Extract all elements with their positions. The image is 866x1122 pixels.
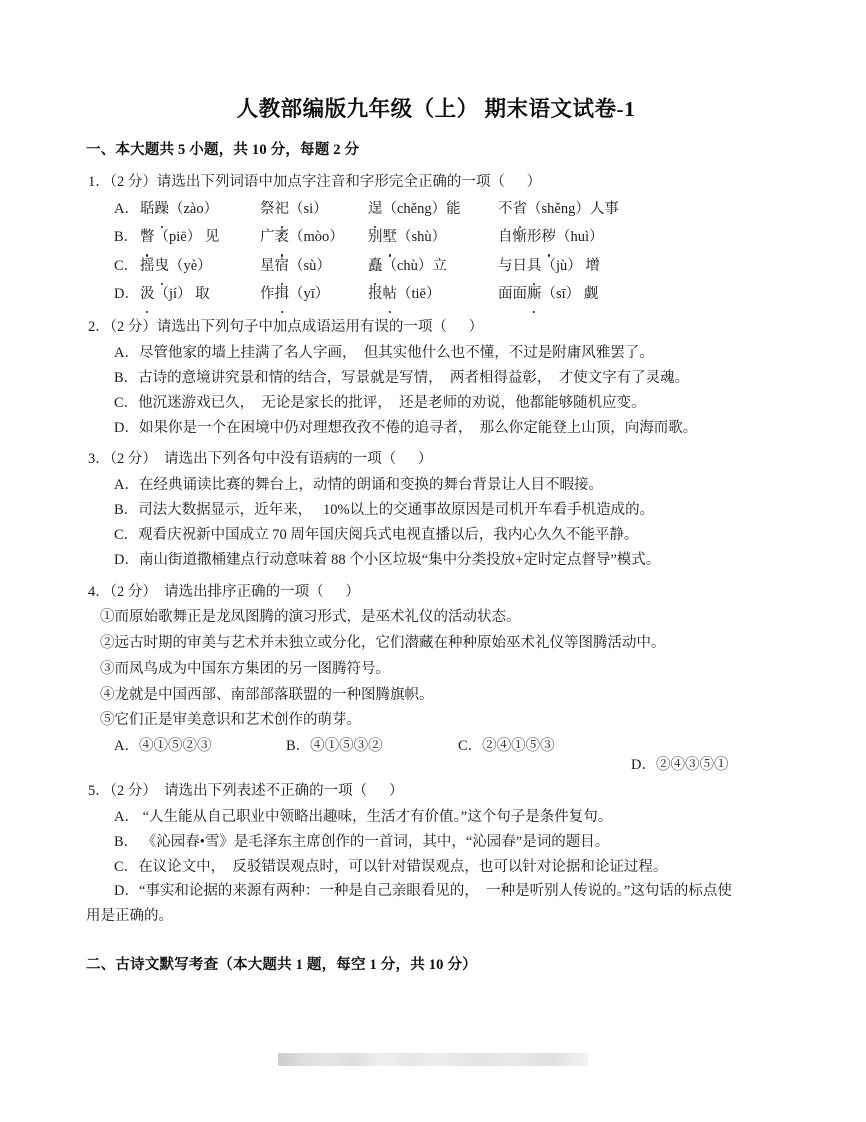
question-1-option-b[interactable] (86, 223, 786, 251)
question-4-choice-a[interactable]: A．④①⑤②③ (114, 738, 212, 755)
page-title: 人教部编版九年级（上） 期末语文试卷-1 (236, 97, 636, 121)
question-2 (86, 316, 786, 440)
vocab-cell: 聒躁（zào） (140, 195, 260, 223)
sequence-item-1: ①而原始歌舞正是龙凤图腾的演习形式，是巫术礼仪的活动状态。 (100, 609, 521, 626)
question-4-number: 4． (88, 583, 110, 600)
question-5-option-b[interactable]: B． 《沁园春•雪》是毛泽东主席创作的一首词，其中，“沁园春”是词的题目。 (114, 833, 610, 850)
question-1-score: （2 分） (109, 173, 157, 190)
vocab-cell: 不省（shěng）人事 (498, 195, 619, 223)
question-3-options (86, 473, 786, 573)
question-5-option-d-line1: D．“事实和论据的来源有两种：一种是自己亲眼看见的， 一种是听别人传说的。”这句话的标点使 (114, 883, 732, 900)
question-3-number: 3． (88, 451, 110, 468)
sequence-item-5: ⑤它们正是审美意识和艺术创作的萌芽。 (100, 712, 361, 729)
question-2-option-c[interactable]: C．他沉迷游戏已久， 无论是家长的批评， 还是老师的劝说，他都能够随机应变。 (114, 394, 646, 411)
vocab-cell: 汲（jí） 取 (140, 280, 260, 308)
emphasis-dot-char: 曳 (155, 252, 170, 280)
question-2-option-d[interactable]: D．如果你是一个在困境中仍对理想孜孜不倦的追寻者， 那么你定能登上山顶，向海而歌。 (114, 419, 698, 436)
question-5 (86, 780, 786, 929)
sequence-item-2: ②远古时期的审美与艺术并未独立或分化，它们潜藏在种种原始巫术礼仪等图腾活动中。 (100, 634, 666, 651)
emphasis-dot-char: 宿 (275, 252, 290, 280)
vocab-cell: 面面厮（sī） 觑 (498, 280, 598, 308)
question-2-text: 请选出下列句子中加点成语运用有误的一项（ ） (156, 319, 484, 336)
redaction-bar (278, 1053, 588, 1066)
vocab-cell: 作揖（yī） (260, 280, 368, 308)
section-heading-1: 一、本大题共 5 小题，共 10 分，每题 2 分 (86, 141, 360, 158)
question-1-option-a[interactable] (86, 195, 786, 223)
question-4-text: 请选出排序正确的一项（ ） (156, 583, 360, 600)
vocab-cell: 广袤（mòo） (260, 223, 368, 251)
question-4-choice-d[interactable]: D．②④③⑤① (631, 757, 729, 774)
vocab-cell: 瞥（piē） 见 (140, 223, 260, 251)
question-5-score: （2 分） (109, 783, 157, 800)
vocab-cell: 别墅（shù） (368, 223, 498, 251)
question-3 (86, 448, 786, 572)
vocab-cell: 矗（chù）立 (368, 252, 498, 280)
emphasis-dot-char: 瞥 (140, 223, 155, 251)
question-4-stem (86, 581, 786, 604)
option-label: A． (114, 201, 139, 218)
question-4 (86, 581, 786, 778)
question-2-stem (86, 316, 786, 339)
question-4-sequence (86, 605, 786, 734)
page-content (86, 96, 786, 977)
question-3-text: 请选出下列各句中没有语病的一项（ ） (156, 451, 433, 468)
question-5-option-c[interactable]: C．在议论文中， 反驳错误观点时，可以针对错误观点，也可以针对论据和论证过程。 (114, 858, 668, 875)
option-label: C． (114, 257, 139, 274)
vocab-cell: 星宿（sù） (260, 252, 368, 280)
emphasis-dot-char: 厮 (527, 280, 542, 308)
question-1 (86, 171, 786, 309)
emphasis-dot-char: 汲 (140, 280, 155, 308)
emphasis-dot-char: 揖 (275, 280, 290, 308)
emphasis-dot-char: 袤 (275, 223, 290, 251)
emphasis-dot-char: 省 (513, 195, 528, 223)
vocab-cell: 逞（chěng）能 (368, 195, 498, 223)
question-1-option-d[interactable] (86, 280, 786, 308)
sequence-item-4: ④龙就是中国西部、南部部落联盟的一种图腾旗帜。 (100, 686, 434, 703)
vocab-cell: 与日具（jù） 增 (498, 252, 600, 280)
emphasis-dot-char: 具 (527, 252, 542, 280)
vocab-cell: 摇曳（yè） (140, 252, 260, 280)
question-2-score: （2 分） (109, 319, 157, 336)
question-3-option-a[interactable]: A．在经典诵读比赛的舞台上，动情的朗诵和变换的舞台背景让人目不暇接。 (114, 476, 603, 493)
question-1-stem (86, 171, 786, 194)
emphasis-dot-char: 墅 (383, 223, 398, 251)
vocab-cell: 自惭形秽（huì） (498, 223, 604, 251)
question-2-number: 2． (88, 319, 110, 336)
question-1-text: 请选出下列词语中加点字注音和字形完全正确的一项（ ） (156, 173, 542, 190)
question-4-score: （2 分） (109, 583, 157, 600)
question-4-choice-b[interactable]: B．④①⑤③② (286, 738, 383, 755)
question-5-options (86, 805, 786, 930)
emphasis-dot-char: 躁 (155, 195, 170, 223)
question-2-option-b[interactable]: B．古诗的意境讲究景和情的结合，写景就是写情， 两者相得益彰， 才使文字有了灵魂。 (114, 369, 690, 386)
question-2-options (86, 341, 786, 441)
section-heading-2: 二、古诗文默写考查（本大题共 1 题，每空 1 分，共 10 分） (86, 957, 477, 974)
sequence-item-3: ③而凤鸟成为中国东方集团的另一图腾符号。 (100, 660, 390, 677)
question-1-number: 1． (88, 173, 110, 190)
question-4-choices (86, 734, 786, 778)
question-3-score: （2 分） (109, 451, 157, 468)
option-label: D． (114, 285, 139, 302)
question-3-option-b[interactable]: B．司法大数据显示，近年来， 10%以上的交通事故原因是司机开车看手机造成的。 (114, 501, 655, 518)
vocab-cell: 报帖（tiē） (368, 280, 498, 308)
question-5-option-a[interactable]: A． “人生能从自己职业中领略出趣味，生活才有价值。”这个句子是条件复句。 (114, 808, 613, 825)
question-3-option-c[interactable]: C．观看庆祝新中国成立 70 周年国庆阅兵式电视直播以后，我内心久久不能平静。 (114, 526, 639, 543)
question-5-option-d-line2: 用是正确的。 (86, 908, 173, 925)
emphasis-dot-char: 逞 (368, 195, 383, 223)
question-4-choice-c[interactable]: C．②④①⑤③ (458, 738, 555, 755)
question-5-number: 5． (88, 783, 110, 800)
emphasis-dot-char: 祀 (275, 195, 290, 223)
emphasis-dot-char: 秽 (542, 223, 557, 251)
question-3-option-d[interactable]: D．南山街道撒桶建点行动意味着 88 个小区垃圾“集中分类投放+定时定点督导”模式。 (114, 551, 661, 568)
question-3-stem (86, 448, 786, 471)
option-label: B． (114, 229, 139, 246)
emphasis-dot-char: 帖 (383, 280, 398, 308)
question-1-option-c[interactable] (86, 252, 786, 280)
emphasis-dot-char: 矗 (368, 252, 383, 280)
question-2-option-a[interactable]: A．尽管他家的墙上挂满了名人字画， 但其实他什么也不懂，不过是附庸风雅罢了。 (114, 344, 654, 361)
vocab-cell: 祭祀（si） (260, 195, 368, 223)
question-5-stem (86, 780, 786, 803)
question-5-option-d[interactable] (86, 879, 786, 929)
question-5-text: 请选出下列表述不正确的一项（ ） (156, 783, 404, 800)
